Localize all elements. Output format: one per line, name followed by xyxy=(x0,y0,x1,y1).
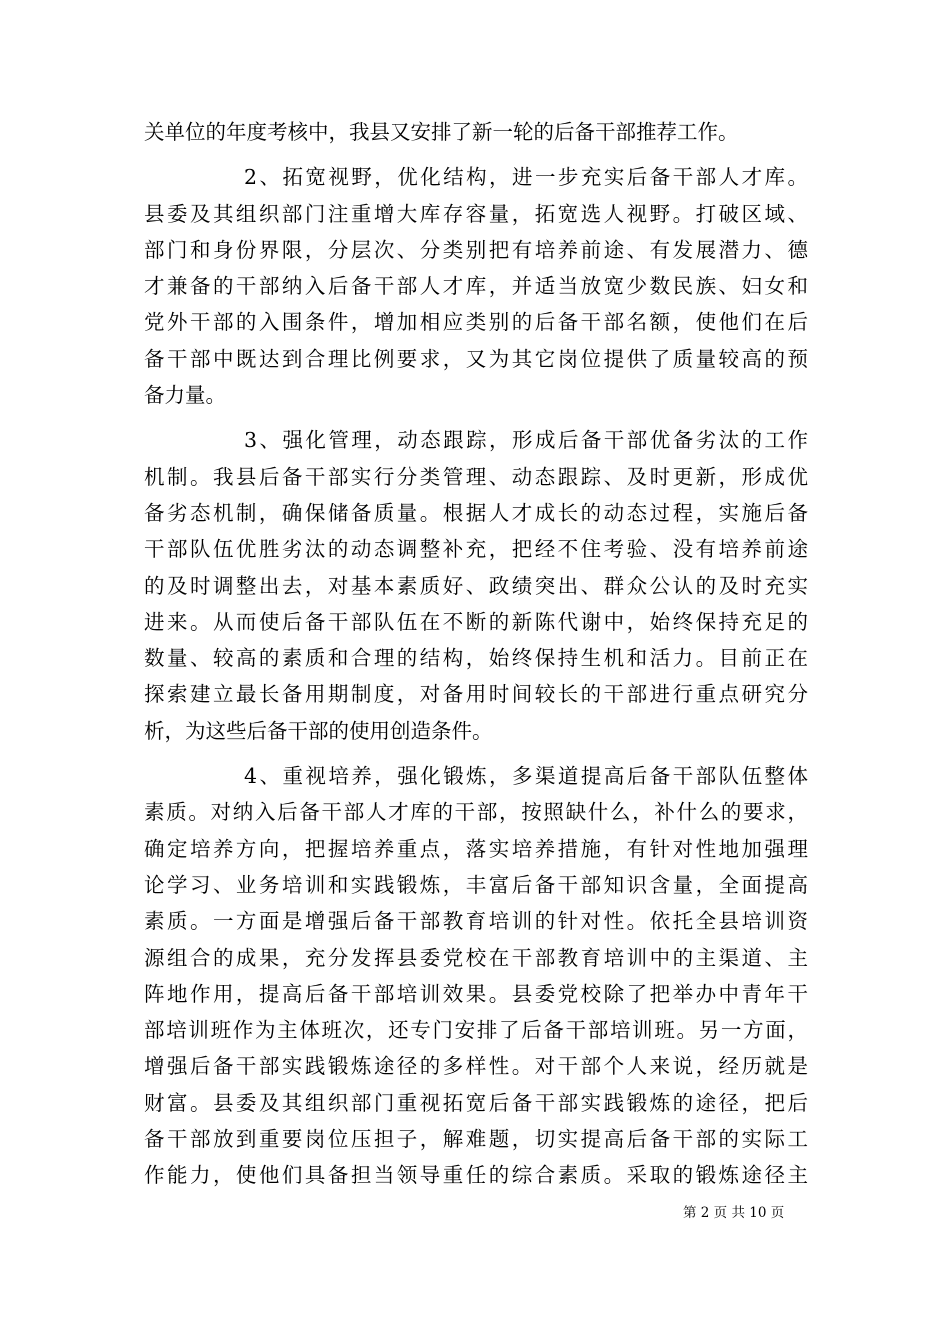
text-line: 财富。县委及其组织部门重视拓宽后备干部实践锻炼的途径，把后 xyxy=(144,1090,808,1115)
text-line: 作能力，使他们具备担当领导重任的综合素质。采取的锻炼途径主 xyxy=(144,1163,808,1188)
text-line: 确定培养方向，把握培养重点，落实培养措施，有针对性地加强理 xyxy=(144,836,808,861)
text-line: 析，为这些后备干部的使用创造条件。 xyxy=(144,718,493,743)
paragraph-gap xyxy=(144,749,808,758)
text-line: 探索建立最长备用期制度，对备用时间较长的干部进行重点研究分 xyxy=(144,682,808,707)
text-line: 干部队伍优胜劣汰的动态调整补充，把经不住考验、没有培养前途 xyxy=(144,537,808,562)
text-line: 党外干部的入围条件，增加相应类别的后备干部名额，使他们在后 xyxy=(144,310,808,335)
text-line: 数量、较高的素质和合理的结构，始终保持生机和活力。目前正在 xyxy=(144,646,808,671)
text-line: 备力量。 xyxy=(144,383,226,408)
body-text xyxy=(144,114,808,1194)
paragraph xyxy=(144,422,808,749)
text-line: 备劣态机制，确保储备质量。根据人才成长的动态过程，实施后备 xyxy=(144,500,808,525)
paragraph-gap xyxy=(144,413,808,422)
text-line: 关单位的年度考核中，我县又安排了新一轮的后备干部推荐工作。 xyxy=(144,120,739,144)
text-line: 4、重视培养，强化锻炼，多渠道提高后备干部队伍整体 xyxy=(244,764,808,789)
text-line: 县委及其组织部门注重增大库存容量，拓宽选人视野。打破区域、 xyxy=(144,201,808,226)
page-number-footer: 第 2 页 共 10 页 xyxy=(683,1205,785,1221)
text-line: 备干部中既达到合理比例要求，又为其它岗位提供了质量较高的预 xyxy=(144,346,808,371)
text-line: 备干部放到重要岗位压担子，解难题，切实提高后备干部的实际工 xyxy=(144,1127,808,1152)
text-line: 机制。我县后备干部实行分类管理、动态跟踪、及时更新，形成优 xyxy=(144,464,808,489)
text-line: 的及时调整出去，对基本素质好、政绩突出、群众公认的及时充实 xyxy=(144,573,808,598)
text-line: 源组合的成果，充分发挥县委党校在干部教育培训中的主渠道、主 xyxy=(144,945,808,970)
text-line: 3、强化管理，动态跟踪，形成后备干部优备劣汰的工作 xyxy=(244,428,808,453)
text-line: 素质。对纳入后备干部人才库的干部，按照缺什么，补什么的要求， xyxy=(144,800,808,825)
text-line: 才兼备的干部纳入后备干部人才库，并适当放宽少数民族、妇女和 xyxy=(144,274,808,299)
text-line: 论学习、业务培训和实践锻炼，丰富后备干部知识含量，全面提高 xyxy=(144,872,808,897)
text-line: 进来。从而使后备干部队伍在不断的新陈代谢中，始终保持充足的 xyxy=(144,609,808,634)
paragraph xyxy=(144,114,808,150)
text-line: 部门和身份界限，分层次、分类别把有培养前途、有发展潜力、德 xyxy=(144,237,808,262)
text-line: 2、拓宽视野，优化结构，进一步充实后备干部人才库。 xyxy=(244,165,808,190)
paragraph-gap xyxy=(144,150,808,159)
text-line: 素质。一方面是增强后备干部教育培训的针对性。依托全县培训资 xyxy=(144,909,808,934)
paragraph xyxy=(144,758,808,1194)
text-line: 增强后备干部实践锻炼途径的多样性。对干部个人来说，经历就是 xyxy=(144,1054,808,1079)
text-line: 部培训班作为主体班次，还专门安排了后备干部培训班。另一方面， xyxy=(144,1018,808,1043)
text-line: 阵地作用，提高后备干部培训效果。县委党校除了把举办中青年干 xyxy=(144,981,808,1006)
paragraph xyxy=(144,159,808,413)
